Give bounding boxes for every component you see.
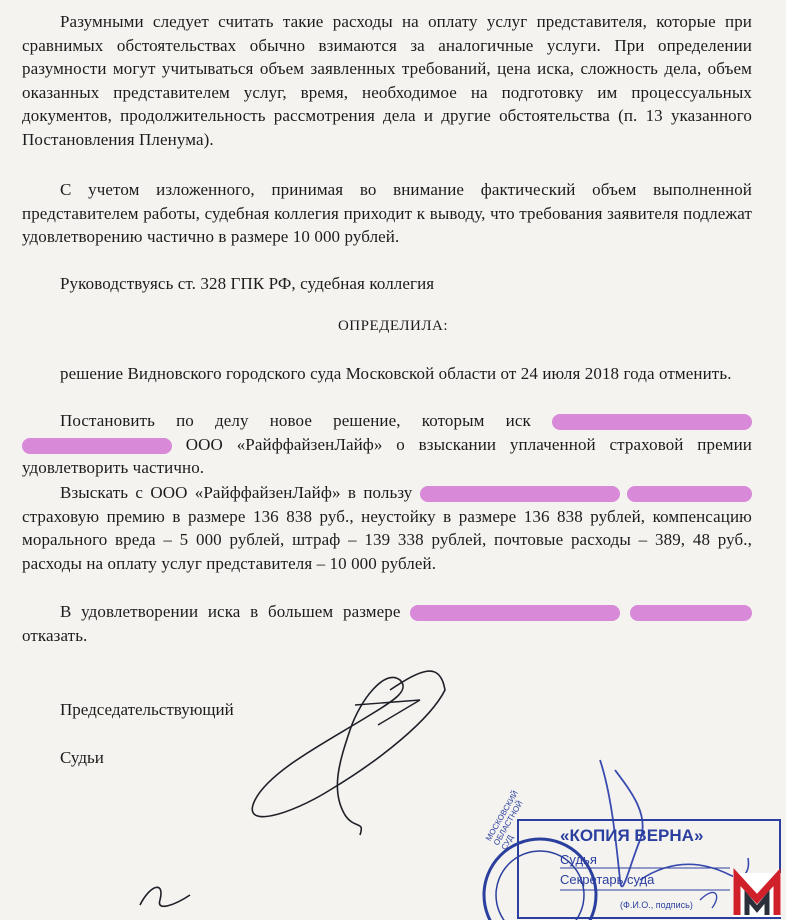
- chair-label: Председательствующий: [60, 700, 234, 719]
- paragraph-text: Разумными следует считать такие расходы на оплату услуг представителя, которые при сравнимых обстоятельствах обычно взимаются за аналогичные услуги. При определении разумности могут учитываться объем заявленных требований, цена иска, сложность дела, объем оказанных представителем услуг, время, необходимое на подготовку им процессуальных документов, продолжительность рассмотрения дела и другие обстоятельства (п. 13 указанного Постановления Пленума).: [22, 12, 752, 149]
- stamp-line-judge: Судья: [560, 852, 597, 867]
- paragraph-text: страховую премию в размере 136 838 руб., неустойку в размере 136 838 рублей, компенсацию морального вреда – 5 000 рублей, штраф – 139 338 рублей, почтовые расходы – 389, 48 руб., расходы на оплату услуг представителя – 10 000 рублей.: [22, 506, 752, 573]
- section-heading: ОПРЕДЕЛИЛА:: [337, 318, 449, 334]
- paragraph-text: Руководствуясь ст. 328 ГПК РФ, судебная коллегия: [60, 274, 435, 293]
- stamp-ring-text: МОСКОВСКИЙ ОБЛАСТНОЙ СУД: [484, 789, 525, 852]
- judges-label: Судьи: [60, 748, 104, 767]
- stamp-line-secretary: Секретарь суда: [560, 872, 655, 887]
- paragraph-text: ООО «РайффайзенЛайф» о взыскании уплаченной страховой премии удовлетворить частично.: [22, 434, 752, 477]
- paragraph-text: Постановить по делу новое решение, которым иск: [60, 411, 531, 430]
- stamp-title: «КОПИЯ ВЕРНА»: [560, 826, 704, 845]
- logo-icon: [733, 873, 781, 917]
- paragraph-text: решение Видновского городского суда Московской области от 24 июля 2018 года отменить.: [60, 364, 732, 383]
- stamp-line-caption: (Ф.И.О., подпись): [620, 900, 693, 910]
- paragraph-text: отказать.: [22, 625, 88, 645]
- paragraph-text: В удовлетворении иска в большем размере: [60, 602, 401, 621]
- paragraph-text: Взыскать с ООО «РайффайзенЛайф» в пользу: [60, 483, 413, 502]
- paragraph-text: С учетом изложенного, принимая во внимание фактический объем выполненной представителем работы, судебная коллегия приходит к выводу, что требования заявителя подлежат удовлетворению частично в размере 10 000 рублей.: [22, 180, 752, 246]
